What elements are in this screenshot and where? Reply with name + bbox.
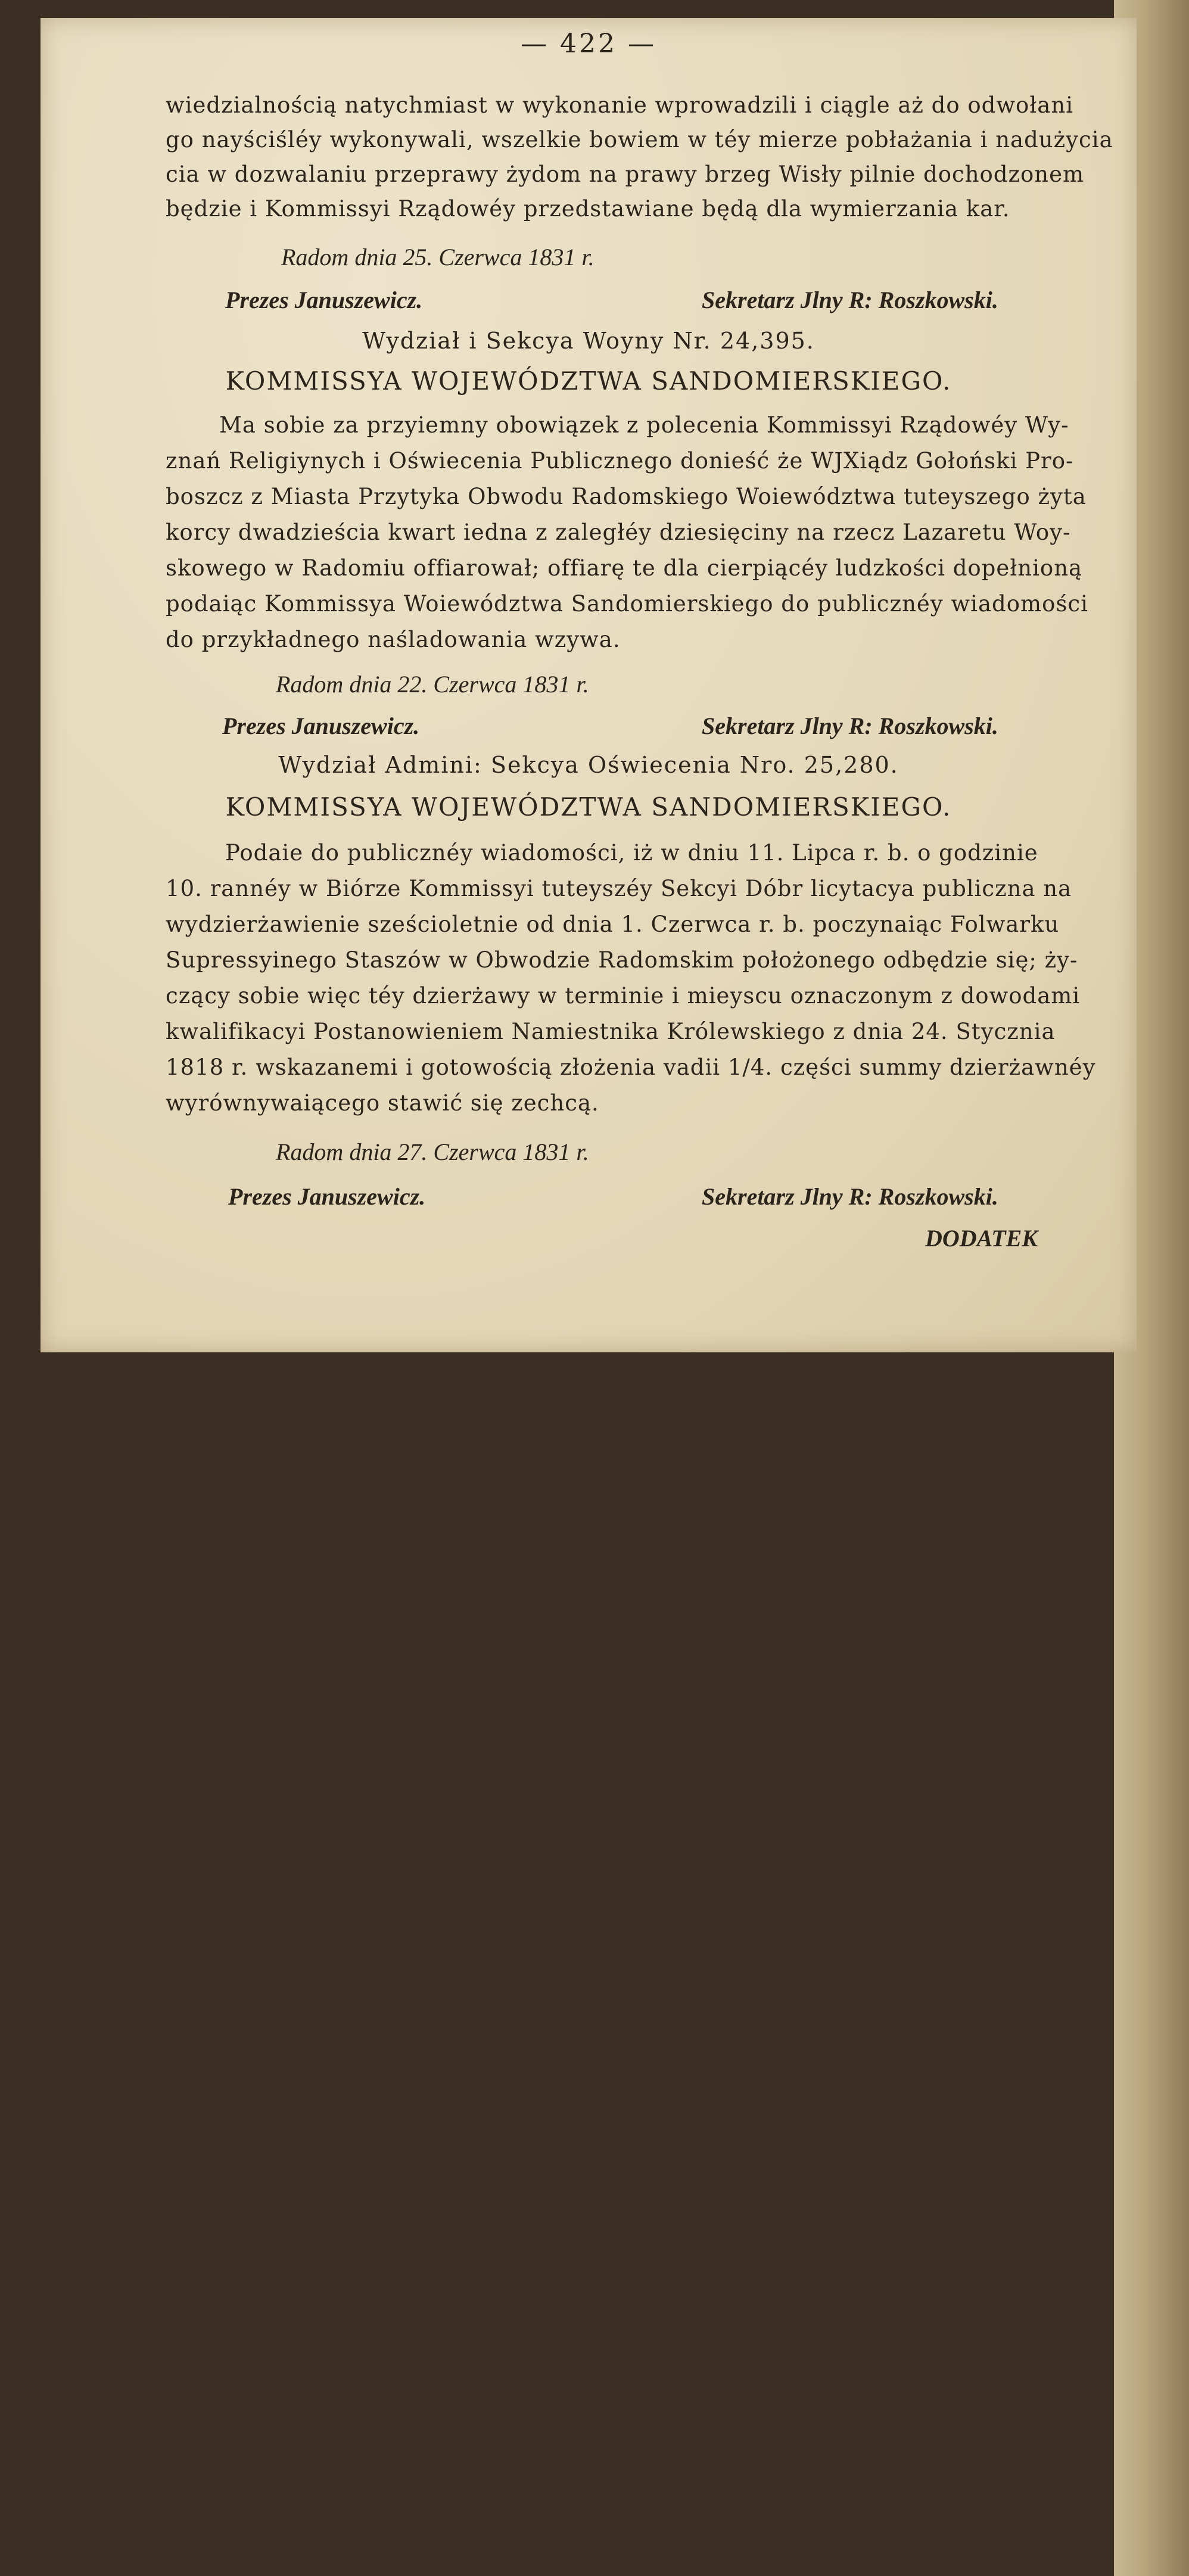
notice-heading: KOMMISSYA WOJEWÓDZTWA SANDOMIERSKIEGO.: [225, 792, 952, 822]
page-number: — 422 —: [521, 29, 656, 59]
body-line: Ma sobie za przyiemny obowiązek z polecenia Kommissyi Rządowéy Wy-: [219, 412, 1069, 438]
department-line: Wydział i Sekcya Woyny Nr. 24,395.: [362, 328, 815, 354]
body-line: go nayściśléy wykonywali, wszelkie bowiem w téy mierze pobłażania i nadużycia: [166, 127, 1113, 153]
body-line: będzie i Kommissyi Rządowéy przedstawiane będą dla wymierzania kar.: [166, 196, 1010, 222]
document-page: [41, 18, 1137, 1352]
secretary-signature: Sekretarz Jlny R: Roszkowski.: [702, 287, 998, 313]
notice-heading: KOMMISSYA WOJEWÓDZTWA SANDOMIERSKIEGO.: [225, 366, 952, 396]
body-line: wyrównywaiącego stawić się zechcą.: [166, 1090, 599, 1116]
notice-date: Radom dnia 27. Czerwca 1831 r.: [276, 1138, 589, 1165]
body-line: do przykładnego naśladowania wzywa.: [166, 627, 621, 652]
body-line: 10. rannéy w Biórze Kommissyi tuteyszéy Sekcyi Dóbr licytacya publiczna na: [166, 876, 1072, 901]
body-line: boszcz z Miasta Przytyka Obwodu Radomskiego Woiewództwa tuteyszego żyta: [166, 484, 1087, 509]
notice-date: Radom dnia 22. Czerwca 1831 r.: [276, 671, 589, 698]
body-line: czący sobie więc téy dzierżawy w terminie i mieyscu oznaczonym z dowodami: [166, 983, 1081, 1009]
catchword: DODATEK: [925, 1225, 1038, 1252]
body-line: wydzierżawienie sześcioletnie od dnia 1. Czerwca r. b. poczynaiąc Folwarku: [166, 911, 1060, 937]
body-line: korcy dwadzieścia kwart iedna z zaległéy dziesięciny na rzecz Lazaretu Woy-: [166, 519, 1071, 545]
body-line: wiedzialnością natychmiast w wykonanie wprowadzili i ciągle aż do odwołani: [166, 92, 1074, 118]
notice-date: Radom dnia 25. Czerwca 1831 r.: [281, 244, 594, 270]
secretary-signature: Sekretarz Jlny R: Roszkowski.: [702, 713, 998, 739]
body-line: Supressyinego Staszów w Obwodzie Radomskim położonego odbędzie się; ży-: [166, 947, 1078, 973]
department-line: Wydział Admini: Sekcya Oświecenia Nro. 25,280.: [278, 752, 899, 778]
margin-glyph: [1114, 1203, 1189, 2576]
body-line: 1818 r. wskazanemi i gotowością złożenia vadii 1/4. części summy dzierżawnéy: [166, 1054, 1096, 1080]
president-signature: Prezes Januszewicz.: [228, 1183, 426, 1210]
body-line: podaiąc Kommissya Woiewództwa Sandomierskiego do publicznéy wiadomości: [166, 591, 1088, 617]
body-line: znań Religiynych i Oświecenia Publicznego donieść że WJXiądz Gołoński Pro-: [166, 448, 1074, 474]
body-line: Podaie do publicznéy wiadomości, iż w dniu 11. Lipca r. b. o godzinie: [225, 840, 1038, 866]
body-line: skowego w Radomiu offiarował; offiarę te dla cierpiącéy ludzkości dopełnioną: [166, 555, 1083, 581]
president-signature: Prezes Januszewicz.: [225, 287, 423, 313]
body-line: cia w dozwalaniu przeprawy żydom na prawy brzeg Wisły pilnie dochodzonem: [166, 161, 1085, 187]
body-line: kwalifikacyi Postanowieniem Namiestnika Królewskiego z dnia 24. Stycznia: [166, 1019, 1056, 1044]
secretary-signature: Sekretarz Jlny R: Roszkowski.: [702, 1183, 998, 1210]
president-signature: Prezes Januszewicz.: [222, 713, 420, 739]
